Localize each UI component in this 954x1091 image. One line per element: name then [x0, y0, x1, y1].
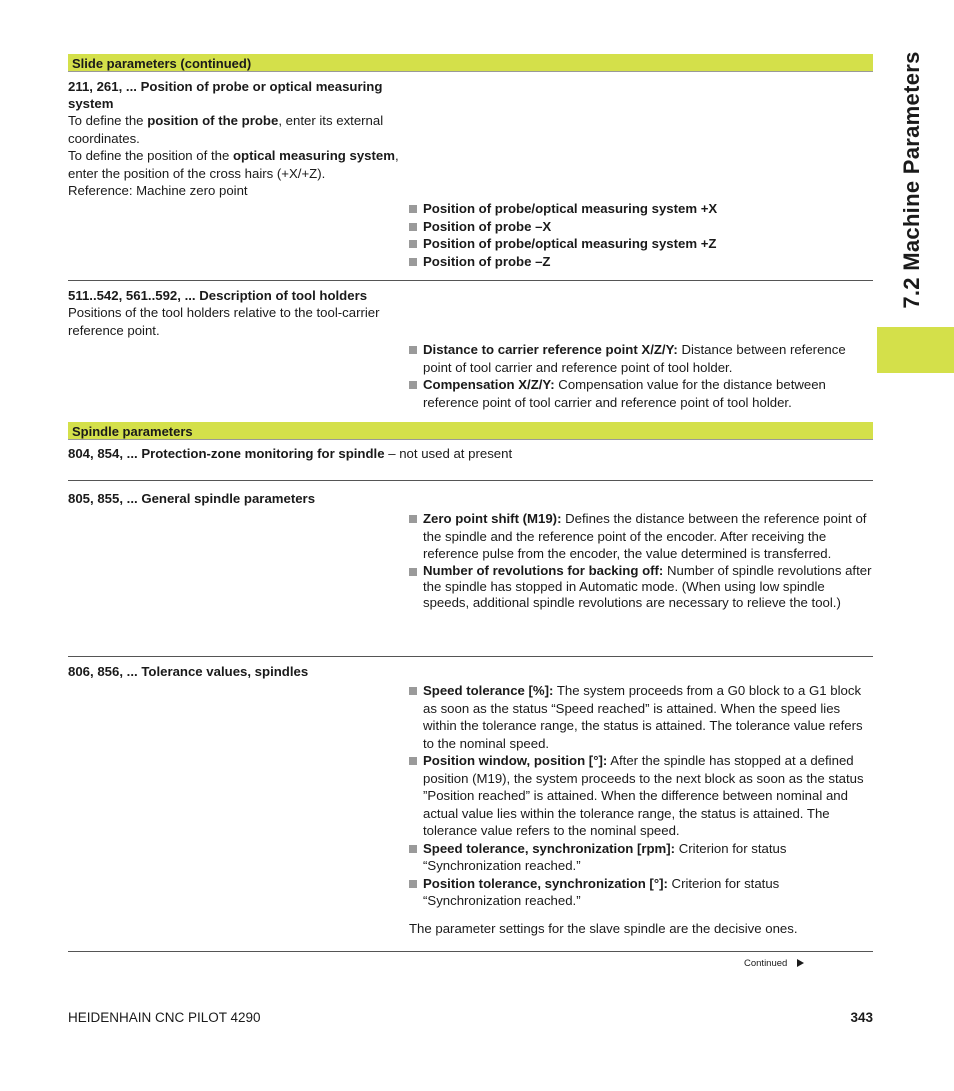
param-title: 511..542, 561..592, ... Description of tool holders: [68, 288, 368, 303]
list-item: Speed tolerance, synchronization [rpm]: Criterion for status “Synchronization reached.”: [409, 840, 873, 875]
param-list-806: [409, 682, 873, 910]
param-list-211: [409, 200, 873, 270]
param-title: 211, 261, ... Position of probe or optical measuring system: [68, 79, 383, 111]
param-title: 804, 854, ... Protection-zone monitoring for spindle: [68, 446, 385, 461]
arrow-right-icon: [797, 959, 804, 967]
continued-marker: [744, 957, 804, 971]
list-item: Position of probe/optical measuring system +Z: [409, 235, 873, 253]
param-desc-reference: Reference: Machine zero point: [68, 183, 248, 198]
continued-text: Continued: [744, 958, 788, 969]
list-item: Position tolerance, synchronization [°]: Criterion for status “Synchronization reached.”: [409, 875, 873, 910]
list-item: Speed tolerance [%]: The system proceeds from a G0 block to a G1 block as soon as the status “Speed reached” is attained. When the speed lies within the tolerance range, the status is attained. The tolerance value refers to the nominal speed.: [409, 682, 873, 752]
list-item: Zero point shift (M19): Defines the distance between the reference point of the spindle and the reference point of the encoder. After receiving the reference pulse from the encoder, the value determined is transferred.: [409, 510, 873, 563]
param-desc-probe: To define the position of the probe, enter its external coordinates.: [68, 113, 384, 146]
page-number: 343: [850, 1010, 873, 1025]
param-block-211: [68, 78, 413, 200]
divider: [68, 656, 873, 657]
list-item: Position window, position [°]: After the spindle has stopped at a defined position (M19), the system proceeds to the next block as soon as the status ”Position reached” is attained. When the difference between nominal and actual value lies within the tolerance range, the status is attained. The tolerance value refers to the nominal speed.: [409, 752, 873, 840]
param-title-806: 806, 856, ... Tolerance values, spindles: [68, 664, 309, 679]
chapter-tab-marker: [877, 327, 954, 373]
divider: [68, 280, 873, 281]
param-note-806: The parameter settings for the slave spindle are the decisive ones.: [409, 921, 798, 936]
section-heading-slide: [68, 54, 873, 72]
param-block-804: [68, 445, 873, 463]
chapter-title: 7.2 Machine Parameters: [899, 51, 924, 309]
param-block-511: [68, 287, 413, 339]
section-heading-text: Spindle parameters: [72, 424, 193, 439]
param-note: – not used at present: [384, 446, 513, 461]
divider: [68, 951, 873, 952]
list-item: Position of probe –X: [409, 218, 873, 236]
param-title-805: 805, 855, ... General spindle parameters: [68, 491, 316, 506]
list-item: Distance to carrier reference point X/Z/Y: Distance between reference point of tool carrier and reference point of tool holder.: [409, 341, 873, 376]
param-desc-optical: To define the position of the optical measuring system, enter the position of the cross hairs (+X/+Z).: [68, 148, 399, 181]
param-list-511: [409, 341, 873, 411]
list-item: Number of revolutions for backing off: Number of spindle revolutions after the spindle has stopped in Automatic mode. (When using low spindle speeds, additional spindle revolutions are necessary to relieve the tool.): [409, 563, 873, 612]
section-heading-spindle: [68, 422, 873, 440]
list-item: Position of probe/optical measuring system +X: [409, 200, 873, 218]
param-desc: Positions of the tool holders relative to the tool-carrier reference point.: [68, 305, 380, 338]
section-heading-text: Slide parameters (continued): [72, 56, 252, 71]
list-item: Position of probe –Z: [409, 253, 873, 271]
list-item: Compensation X/Z/Y: Compensation value for the distance between reference point of tool carrier and reference point of tool holder.: [409, 376, 873, 411]
footer-title: HEIDENHAIN CNC PILOT 4290: [68, 1010, 261, 1025]
divider: [68, 480, 873, 481]
param-list-805: [409, 510, 873, 611]
